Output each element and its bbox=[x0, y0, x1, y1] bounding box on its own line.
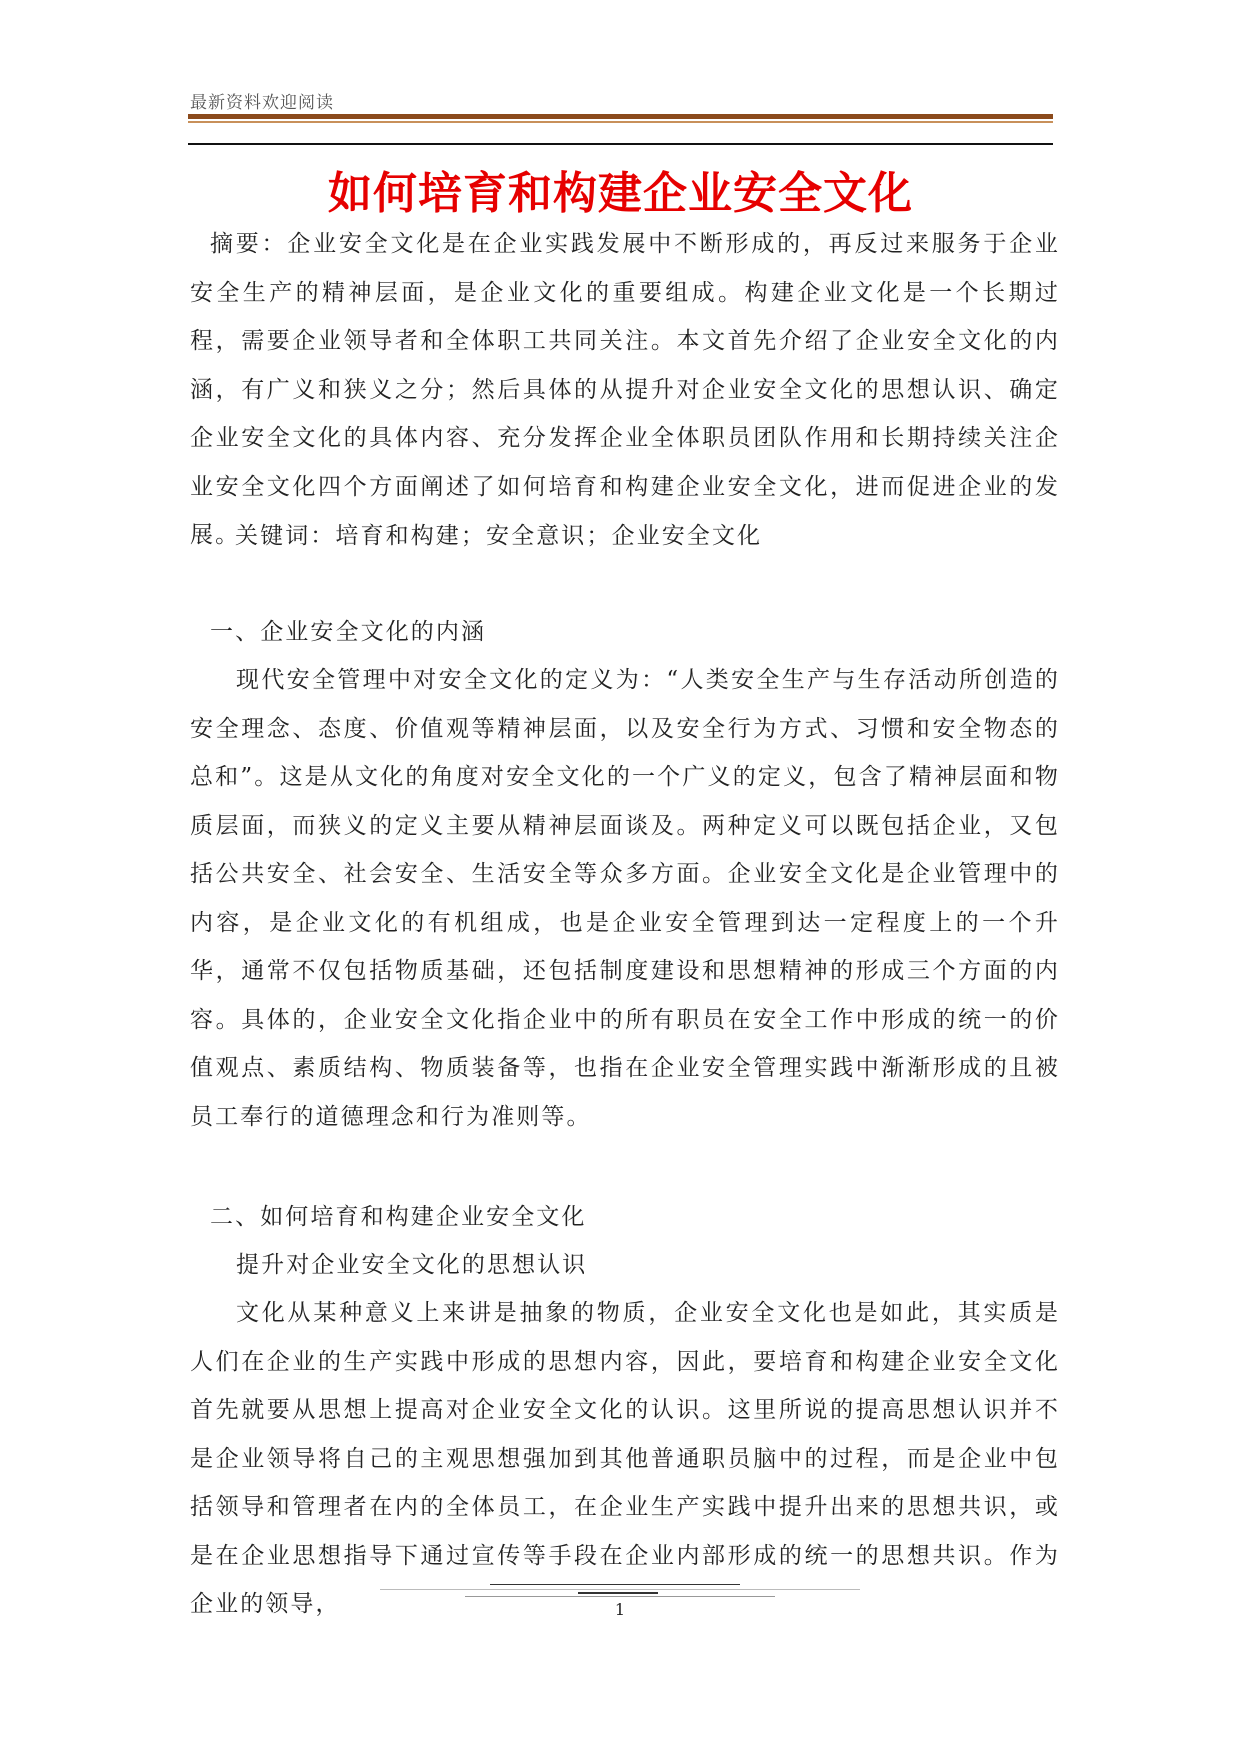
footer-rule-lower bbox=[465, 1596, 775, 1597]
keywords-line: 关键词：培育和构建；安全意识；企业安全文化 bbox=[235, 523, 763, 549]
abstract-paragraph: 摘要：企业安全文化是在企业实践发展中不断形成的，再反过来服务于企业安全生产的精神层面，是企业文化的重要组成。构建企业文化是一个长期过程，需要企业领导者和全体职工共同关注。本文首先介绍了企业安全文化的内涵，有广义和狭义之分；然后具体的从提升对企业安全文化的思想认识、确定企业安全文化的具体内容、充分发挥企业全体职员团队作用和长期持续关注企业安全文化四个方面阐述了如何培育和构建企业安全文化，进而促进企业的发展。 bbox=[190, 231, 1060, 548]
running-header: 最新资料欢迎阅读 bbox=[190, 93, 334, 113]
footer-rule-short bbox=[578, 1592, 658, 1594]
header-rule-accent bbox=[188, 121, 1053, 123]
footer-rule bbox=[490, 1584, 740, 1585]
section-heading-1: 一、企业安全文化的内涵 bbox=[210, 619, 487, 645]
section-1-paragraph: 现代安全管理中对安全文化的定义为：“人类安全生产与生存活动所创造的安全理念、态度、价值观等精神层面，以及安全行为方式、习惯和安全物态的总和”。这是从文化的角度对安全文化的一个广义的定义，包含了精神层面和物质层面，而狭义的定义主要从精神层面谈及。两种定义可以既包括企业，又包括公共安全、社会安全、生活安全等众多方面。企业安全文化是企业管理中的内容，是企业文化的有机组成，也是企业安全管理到达一定程度上的一个升华，通常不仅包括物质基础，还包括制度建设和思想精神的形成三个方面的内容。具体的，企业安全文化指企业中的所有职员在安全工作中形成的统一的价值观点、素质结构、物质装备等，也指在企业安全管理实践中渐渐形成的且被员工奉行的道德理念和行为准则等。 bbox=[190, 667, 1060, 1130]
title-rule bbox=[188, 143, 1053, 145]
subsection-heading: 提升对企业安全文化的思想认识 bbox=[236, 1252, 588, 1278]
section-heading-2: 二、如何培育和构建企业安全文化 bbox=[210, 1204, 587, 1230]
section-2-paragraph: 文化从某种意义上来讲是抽象的物质，企业安全文化也是如此，其实质是人们在企业的生产实践中形成的思想内容，因此，要培育和构建企业安全文化首先就要从思想上提高对企业安全文化的认识。这里所说的提高思想认识并不是企业领导将自己的主观思想强加到其他普通职员脑中的过程，而是企业中包括领导和管理者在内的全体员工，在企业生产实践中提升出来的思想共识，或是在企业思想指导下通过宣传等手段在企业内部形成的统一的思想共识。作为企业的领导， bbox=[190, 1300, 1060, 1617]
document-title: 如何培育和构建企业安全文化 bbox=[328, 168, 913, 219]
footer-rule-light bbox=[380, 1589, 860, 1590]
page-number: 1 bbox=[614, 1600, 626, 1619]
header-rule bbox=[188, 114, 1053, 119]
